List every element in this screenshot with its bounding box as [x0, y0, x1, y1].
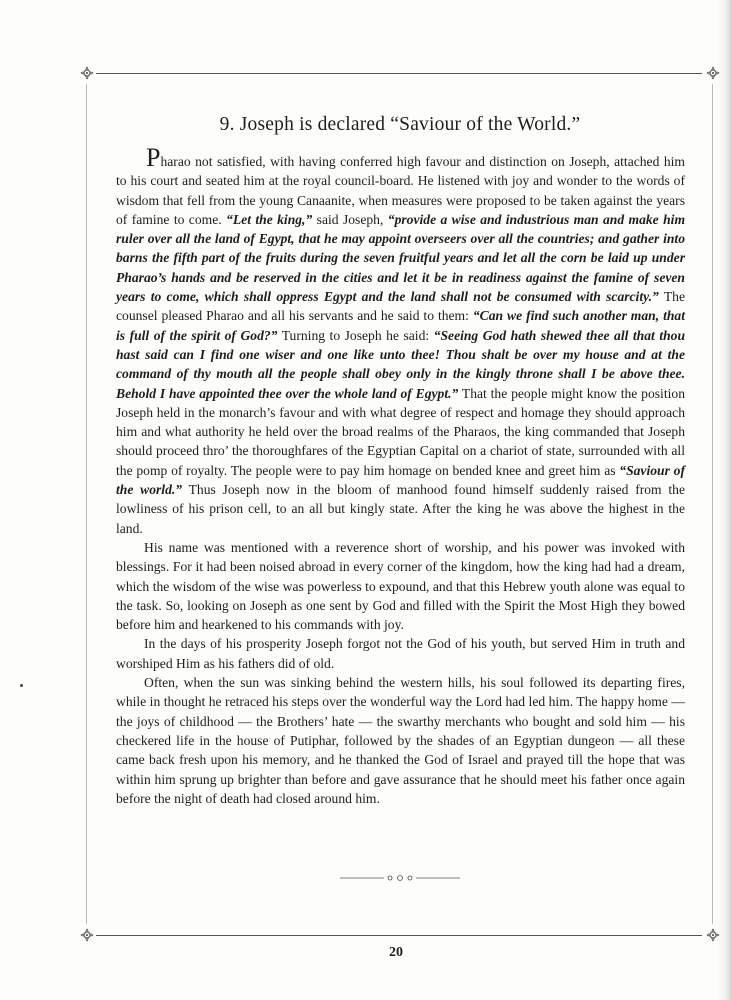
paragraph-2: His name was mentioned with a reverence short of worship, and his power was invoked with blessings. For it had been noised abroad in every corner of the kingdom, how the king had had a dream, which the wisdom of the wise was powerless to expound, and that this Hebrew youth alone was equal to the task. So, looking on Joseph as one sent by God and filled with the Spirit the Most High they bowed before him and hearkened to his commands with joy. — [116, 539, 685, 633]
italic-quote: “Let the king,” — [226, 211, 313, 227]
italic-quote: “provide a wise and industrious man and make him ruler over all the land of Egypt, that he may appoint overseers over all the countries; and gather into barns the fifth part of the fruits during the seven fruitful years and let all the corn be laid up under Pharao’s hands and be reserved in the cities and let it be in readiness against the famine of seven years to come, which shall oppress Egypt and the land shall not be consumed with scarcity.” — [116, 211, 686, 305]
page-number: 20 — [389, 945, 403, 960]
frame-right-rule — [712, 84, 713, 924]
italic-quote: “Saviour of the world.” — [116, 462, 685, 498]
drop-cap: P — [146, 143, 161, 172]
frame-bottom-rule — [96, 935, 702, 936]
text-run: Turning to Joseph he said: — [281, 327, 430, 343]
paragraph-1 — [116, 143, 686, 538]
text-run: That the people might know the position Joseph held in the monarch’s favour and with what degree of respect and homage they should approach him and what authority he held over the broad realms of the Pharaos, the king commanded that Joseph should proceed thro’ the thoroughfares of the Egyptian Capital on a chariot of state, surrounded with all the pomp of royalty. The people were to pay him homage on bended knee and greet him as — [116, 385, 685, 478]
italic-quote: “Can we find such another man, that is full of the spirit of God?” — [116, 308, 685, 343]
italic-quote: “Seeing God hath shewed thee all that thou hast said can I find one wiser and one like unto thee! Thou shalt be over my house and at the command of thy mouth all the people shall obey only in the kingly throne shall I be above thee. Behold I have appointed thee over the whole land of Egypt.” — [116, 327, 686, 401]
chapter-body — [116, 143, 686, 808]
ornamental-divider-icon — [340, 873, 460, 883]
frame-top-rule — [96, 73, 702, 74]
text-run: The counsel pleased Pharao and all his servants and he said to them: — [116, 289, 685, 324]
frame-left-rule — [86, 84, 87, 924]
corner-ornament-icon — [706, 66, 720, 80]
scan-edge-shadow — [718, 0, 732, 1000]
paragraph-3: In the days of his prosperity Joseph forgot not the God of his youth, but served Him in truth and worshiped Him as his fathers did of old. — [116, 636, 685, 671]
ink-speck — [20, 684, 23, 687]
text-run: said Joseph, — [316, 211, 384, 227]
corner-ornament-icon — [80, 66, 94, 80]
paragraph-4: Often, when the sun was sinking behind the western hills, his soul followed its departing fires, while in thought he retraced his steps over the wonderful way the Lord had led him. The happy home — the joys of childhood — the Brothers’ hate — the swarthy merchants who bought and sold him — his checkered life in the house of Putiphar, followed by the shades of an Egyptian dungeon — all these came back fresh upon his memory, and he thanked the God of Israel and prayed till the hope that was within him sprung up brighter than before and gave assurance that he should meet his father once again before the night of death had closed around him. — [116, 675, 685, 806]
chapter-title: 9. Joseph is declared “Saviour of the World.” — [219, 114, 581, 135]
text-run: Thus Joseph now in the bloom of manhood found himself suddenly raised from the lowliness of his prison cell, to an all but kingly state. After the king he was above the highest in the land. — [116, 482, 686, 536]
corner-ornament-icon — [80, 928, 94, 942]
text-run: harao not satisfied, with having conferred high favour and distinction on Joseph, attached him to his court and seated him at the royal council-board. He listened with joy and wonder to the words of wisdom that fell from the young Canaanite, when measures were proposed to be taken against the years of famine to come. — [116, 154, 685, 227]
corner-ornament-icon — [706, 928, 720, 942]
